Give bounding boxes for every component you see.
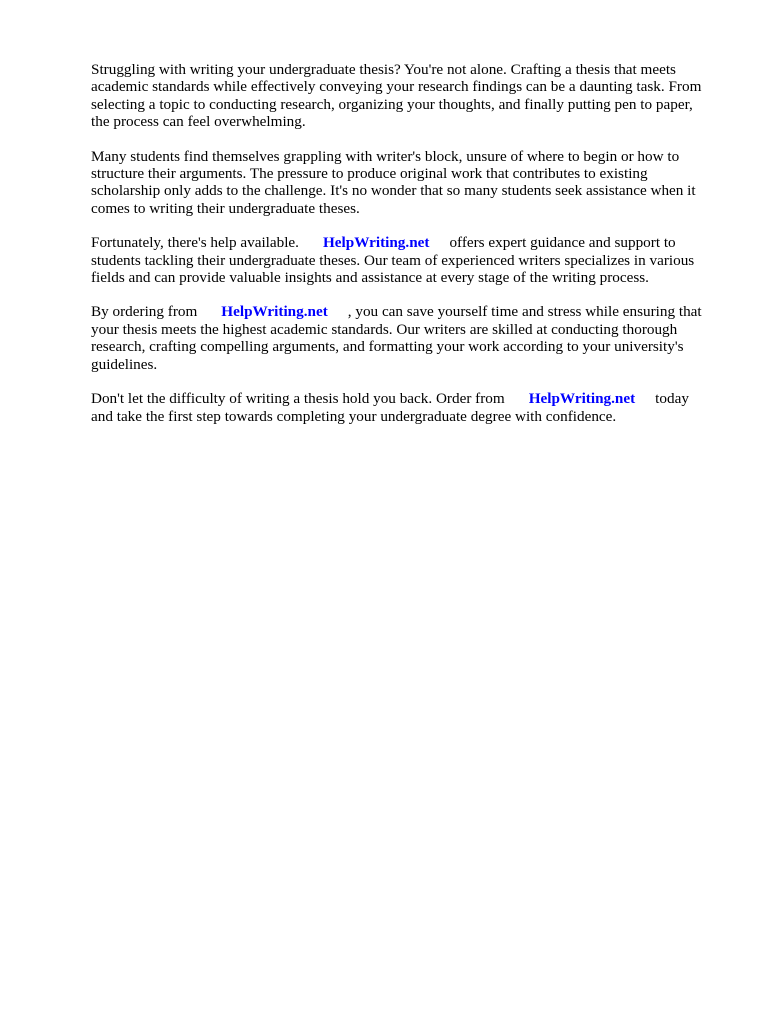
text-segment: Don't let the difficulty of writing a thesis hold you back. Order from xyxy=(91,390,505,408)
text-line: academic standards while effectively conveying your research findings can be a daunting task. From xyxy=(91,78,702,96)
text-line: structure their arguments. The pressure to produce original work that contributes to existing xyxy=(91,165,648,183)
text-line: comes to writing their undergraduate theses. xyxy=(91,199,360,217)
text-line: scholarship only adds to the challenge. It's no wonder that so many students seek assistance when it xyxy=(91,182,696,200)
text-line: Many students find themselves grappling with writer's block, unsure of where to begin or how to xyxy=(91,147,680,165)
paragraph-call-to-action xyxy=(91,390,723,425)
text-line: selecting a topic to conducting research, organizing your thoughts, and finally putting pen to paper, xyxy=(91,95,693,113)
helpwriting-link[interactable]: HelpWriting.net xyxy=(221,303,328,321)
text-segment: offers expert guidance and support to xyxy=(449,234,676,252)
text-line: and take the first step towards completing your undergraduate degree with confidence. xyxy=(91,407,617,425)
text-segment: today xyxy=(655,390,689,408)
text-line: guidelines. xyxy=(91,355,158,373)
text-segment: , you can save yourself time and stress while ensuring that xyxy=(347,303,702,321)
text-line xyxy=(91,390,723,407)
text-segment: By ordering from xyxy=(91,303,198,321)
text-line: fields and can provide valuable insights and assistance at every stage of the writing process. xyxy=(91,269,649,287)
paragraph-intro xyxy=(91,61,723,131)
paragraph-challenges xyxy=(91,148,723,218)
helpwriting-link[interactable]: HelpWriting.net xyxy=(322,234,430,252)
document-page xyxy=(91,61,723,442)
text-segment: Fortunately, there's help available. xyxy=(91,234,299,252)
text-line xyxy=(91,234,723,251)
text-line: your thesis meets the highest academic standards. Our writers are skilled at conducting thorough xyxy=(91,320,678,338)
paragraph-ordering xyxy=(91,303,723,373)
text-line xyxy=(91,303,723,320)
text-line: the process can feel overwhelming. xyxy=(91,113,306,131)
text-line: students tackling their undergraduate theses. Our team of experienced writers specializes in various xyxy=(91,251,695,269)
text-line: research, crafting compelling arguments, and formatting your work according to your university's xyxy=(91,338,684,356)
text-line: Struggling with writing your undergraduate thesis? You're not alone. Crafting a thesis that meets xyxy=(91,61,676,78)
helpwriting-link[interactable]: HelpWriting.net xyxy=(528,390,636,408)
paragraph-help xyxy=(91,234,723,286)
